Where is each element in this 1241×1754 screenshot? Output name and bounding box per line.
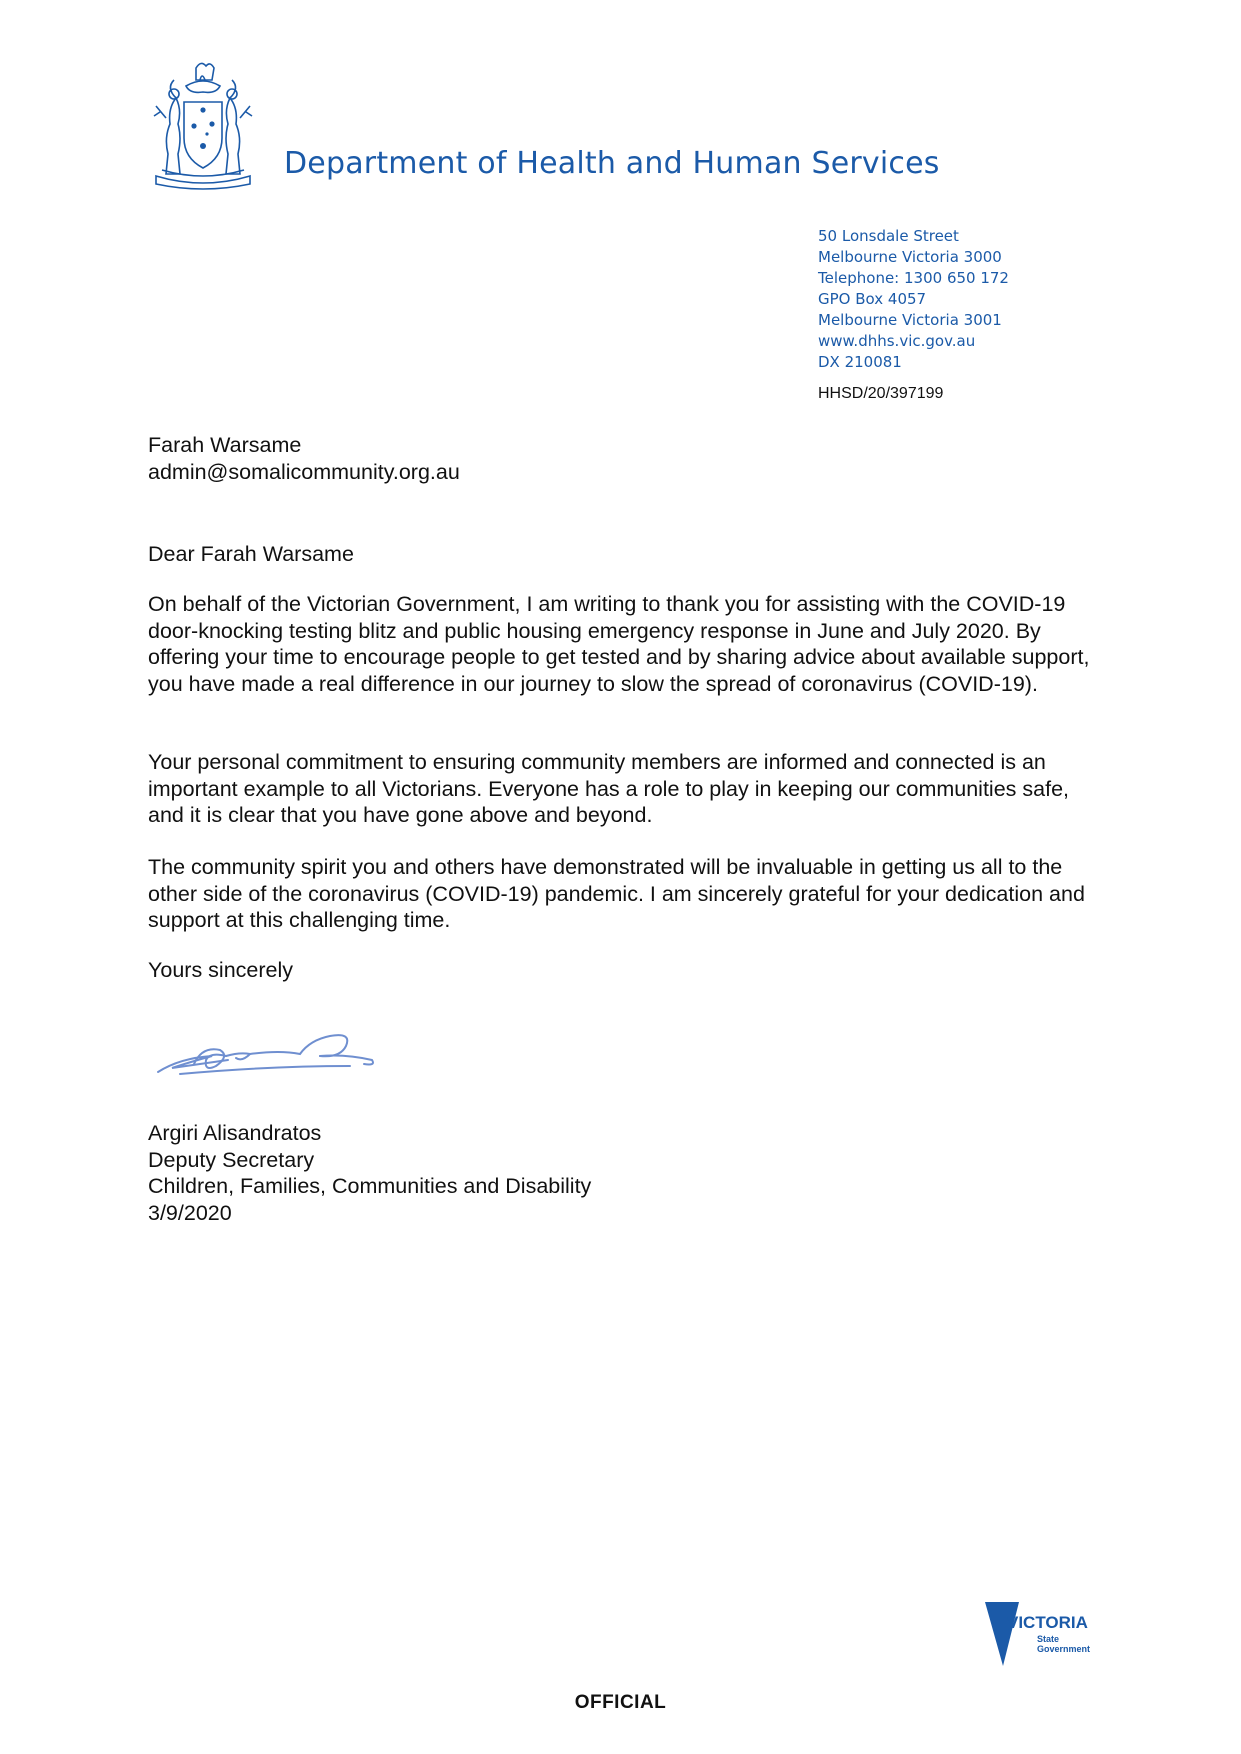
letter-paragraph: Your personal commitment to ensuring community members are informed and connected is an important example to all Victorians. Everyone has a role to play in keeping our communities safe, and it is clear that you have gone above and beyond. xyxy=(148,750,1069,827)
signer-division: Children, Families, Communities and Disability xyxy=(148,1174,592,1198)
closing: Yours sincerely xyxy=(148,958,293,982)
salutation: Dear Farah Warsame xyxy=(148,542,354,566)
address-line: Melbourne Victoria 3000 xyxy=(818,248,1002,266)
victoria-logo-text: VICTORIA xyxy=(1007,1613,1088,1632)
letter-paragraph: On behalf of the Victorian Government, I am writing to thank you for assisting with the COVID-19 door-knocking testing blitz and public housing emergency response in June and July 2020. By offering your time to encourage people to get tested and by sharing advice about available support, you have made a real difference in our journey to slow the spread of coronavirus (COVID-19). xyxy=(148,592,1090,696)
classification-label: OFFICIAL xyxy=(574,1692,667,1713)
signer-block xyxy=(148,1120,1098,1226)
address-block xyxy=(818,226,1009,373)
signer-name: Argiri Alisandratos xyxy=(148,1121,322,1145)
department-name: Department of Health and Human Services xyxy=(284,146,940,181)
recipient-name: Farah Warsame xyxy=(148,433,302,457)
letter-date: 3/9/2020 xyxy=(148,1200,232,1225)
victoria-logo-subtext: State xyxy=(1037,1634,1060,1644)
dx-line: DX 210081 xyxy=(818,353,902,371)
website-line: www.dhhs.vic.gov.au xyxy=(818,332,976,350)
letter-paragraph: The community spirit you and others have demonstrated will be invaluable in getting us all to the other side of the coronavirus (COVID-19) pandemic. I am sincerely grateful for your dedication and support at this challenging time. xyxy=(148,855,1085,932)
reference-number: HHSD/20/397199 xyxy=(818,385,944,402)
address-line: Melbourne Victoria 3001 xyxy=(818,311,1002,329)
victoria-logo-subtext: Government xyxy=(1037,1644,1091,1654)
phone-line: Telephone: 1300 650 172 xyxy=(818,269,1009,287)
coat-of-arms-logo xyxy=(146,58,260,194)
address-line: GPO Box 4057 xyxy=(818,290,927,308)
recipient-block xyxy=(148,432,1098,485)
handwritten-signature xyxy=(150,1010,400,1090)
victoria-state-government-logo xyxy=(985,1600,1095,1668)
signer-title: Deputy Secretary xyxy=(148,1147,315,1172)
address-line: 50 Lonsdale Street xyxy=(818,227,959,245)
recipient-email: admin@somalicommunity.org.au xyxy=(148,459,460,484)
